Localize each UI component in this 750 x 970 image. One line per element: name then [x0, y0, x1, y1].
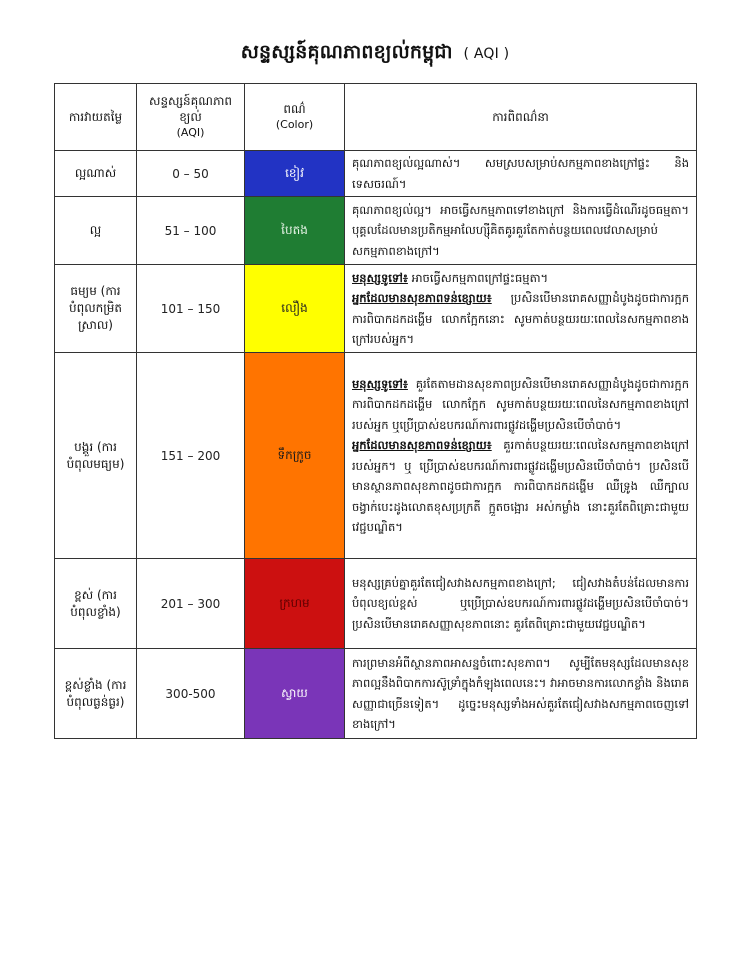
row-level: ខ្ពស់ (ការបំពុលខ្លាំង): [55, 559, 137, 649]
table-row: [55, 559, 697, 649]
title-abbr: ( AQI ): [463, 46, 510, 62]
row-description: គុណភាពខ្យល់ល្អណាស់។ សមស្របសម្រាប់សកម្មភាពខាងក្រៅផ្ទះ និងទេសចរណ៍។: [345, 151, 697, 197]
row-description: ការព្រមានអំពីស្ថានភាពអាសន្នចំពោះសុខភាព។ សូម្បីតែមនុស្សដែលមានសុខភាពល្អនឹងពិបាកការស៊ូទ្រាំក្នុងកំឡុងពេលនេះ។ វាអាចមានការលោកខ្លាំង និងរោគសញ្ញាជាច្រើនទៀត។ ដូច្នេះមនុស្សទាំងអស់គួរតែជៀសវាងសកម្មភាពចេញទៅខាងក្រៅ។: [345, 649, 697, 739]
page-title: [0, 40, 750, 68]
row-aqi-range: 0 – 50: [137, 151, 245, 197]
row-color: [245, 649, 345, 739]
table-row: [55, 151, 697, 197]
color-swatch-green: បៃតង: [245, 197, 344, 264]
row-description: មនុស្សគ្រប់គ្នាគួរតែជៀសវាងសកម្មភាពខាងក្រៅ; ជៀសវាងតំបន់ដែលមានការបំពុលខ្យល់ខ្ពស់ ឬប្រើប្រាស់ឧបករណ៍ការពារផ្លូវដង្ហើមប្រសិនបើចាំបាច់។ ប្រសិនបើមានរោគសញ្ញាសុខភាពនោះ គួរតែពិគ្រោះជាមួយវេជ្ជបណ្ឌិត។: [345, 559, 697, 649]
table-header-row: [55, 84, 697, 151]
row-color: [245, 353, 345, 559]
title-main: សន្ទស្សន៍គុណភាពខ្យល់កម្ពុជា: [240, 41, 453, 63]
row-level: ធម្យម (ការបំពុលកម្រិតស្រាល): [55, 265, 137, 353]
row-color: [245, 197, 345, 265]
header-description: ការពិពណ៌នា: [345, 84, 697, 151]
color-swatch-yellow: លឿង: [245, 265, 344, 352]
row-aqi-range: 51 – 100: [137, 197, 245, 265]
table-row: [55, 265, 697, 353]
color-swatch-orange: ទឹកក្រូច: [245, 353, 344, 558]
color-swatch-purple: ស្វាយ: [245, 649, 344, 738]
color-swatch-red: ក្រហម: [245, 559, 344, 648]
row-aqi-range: 300-500: [137, 649, 245, 739]
header-range: សន្ទស្សន៍គុណភាព ខ្យល់ (AQI): [137, 84, 245, 151]
row-level: បង្គួរ (ការបំពុលមធ្យម): [55, 353, 137, 559]
row-level: ល្អ: [55, 197, 137, 265]
row-aqi-range: 101 – 150: [137, 265, 245, 353]
row-description: មនុស្សទូទៅ៖ អាចធ្វើសកម្មភាពក្រៅផ្ទះធម្មតា។ អ្នកដែលមានសុខភាពទន់ខ្សោយ៖ ប្រសិនបើមានរោគសញ្ញាដំបូងដូចជាការក្អក ការពិបាកដកដង្ហើម លោកក្អែកនោះ សូមកាត់បន្ថយរយៈពេលនៃសកម្មភាពខាងក្រៅរបស់អ្នក។: [345, 265, 697, 353]
table-row: [55, 649, 697, 739]
header-color: ពណ៌ (Color): [245, 84, 345, 151]
header-level: ការវាយតម្លៃ: [55, 84, 137, 151]
row-color: [245, 559, 345, 649]
row-color: [245, 265, 345, 353]
row-aqi-range: 151 – 200: [137, 353, 245, 559]
row-color: [245, 151, 345, 197]
table-row: [55, 353, 697, 559]
row-description: មនុស្សទូទៅ៖ គួរតែតាមដានសុខភាពប្រសិនបើមានរោគសញ្ញាដំបូងដូចជាការក្អក ការពិបាកដកដង្ហើម លោកក្អែក សូមកាត់បន្ថយរយៈពេលនៃសកម្មភាពខាងក្រៅរបស់អ្នក ឬប្រើប្រាស់ឧបករណ៍ការពារផ្លូវដង្ហើមប្រសិនបើចាំបាច់។ អ្នកដែលមានសុខភាពទន់ខ្សោយ៖ គួរកាត់បន្ថយរយៈពេលនៃសកម្មភាពខាងក្រៅរបស់អ្នក។ ឬ ប្រើប្រាស់ឧបករណ៍ការពារផ្លូវដង្ហើមប្រសិនបើចាំបាច់។ ប្រសិនបើមានស្ថានភាពសុខភាពដូចជាការក្អក ការពិបាកដកដង្ហើម ឈឺទ្រូង ឈឺក្បាល ចង្វាក់បេះដូងលោតខុសប្រក្រតី ក្អួតចង្អោរ អស់កម្លាំង នោះគួរតែពិគ្រោះជាមួយវេជ្ជបណ្ឌិត។: [345, 353, 697, 559]
row-description: គុណភាពខ្យល់ល្អ។ អាចធ្វើសកម្មភាពទៅខាងក្រៅ និងការធ្វើដំណើរដូចធម្មតា។ បុគ្គលដែលមានប្រតិកម្មអាលែហ្ស៊ីគិតគូរគួរតែកាត់បន្ថយពេលវេលាសម្រាប់សកម្មភាពខាងក្រៅ។: [345, 197, 697, 265]
row-aqi-range: 201 – 300: [137, 559, 245, 649]
color-swatch-blue: ខៀវ: [245, 151, 344, 196]
aqi-table: [54, 83, 697, 739]
row-level: ខ្ពស់ខ្លាំង (ការបំពុលធ្ងន់ធ្ងរ): [55, 649, 137, 739]
table-row: [55, 197, 697, 265]
row-level: ល្អណាស់: [55, 151, 137, 197]
